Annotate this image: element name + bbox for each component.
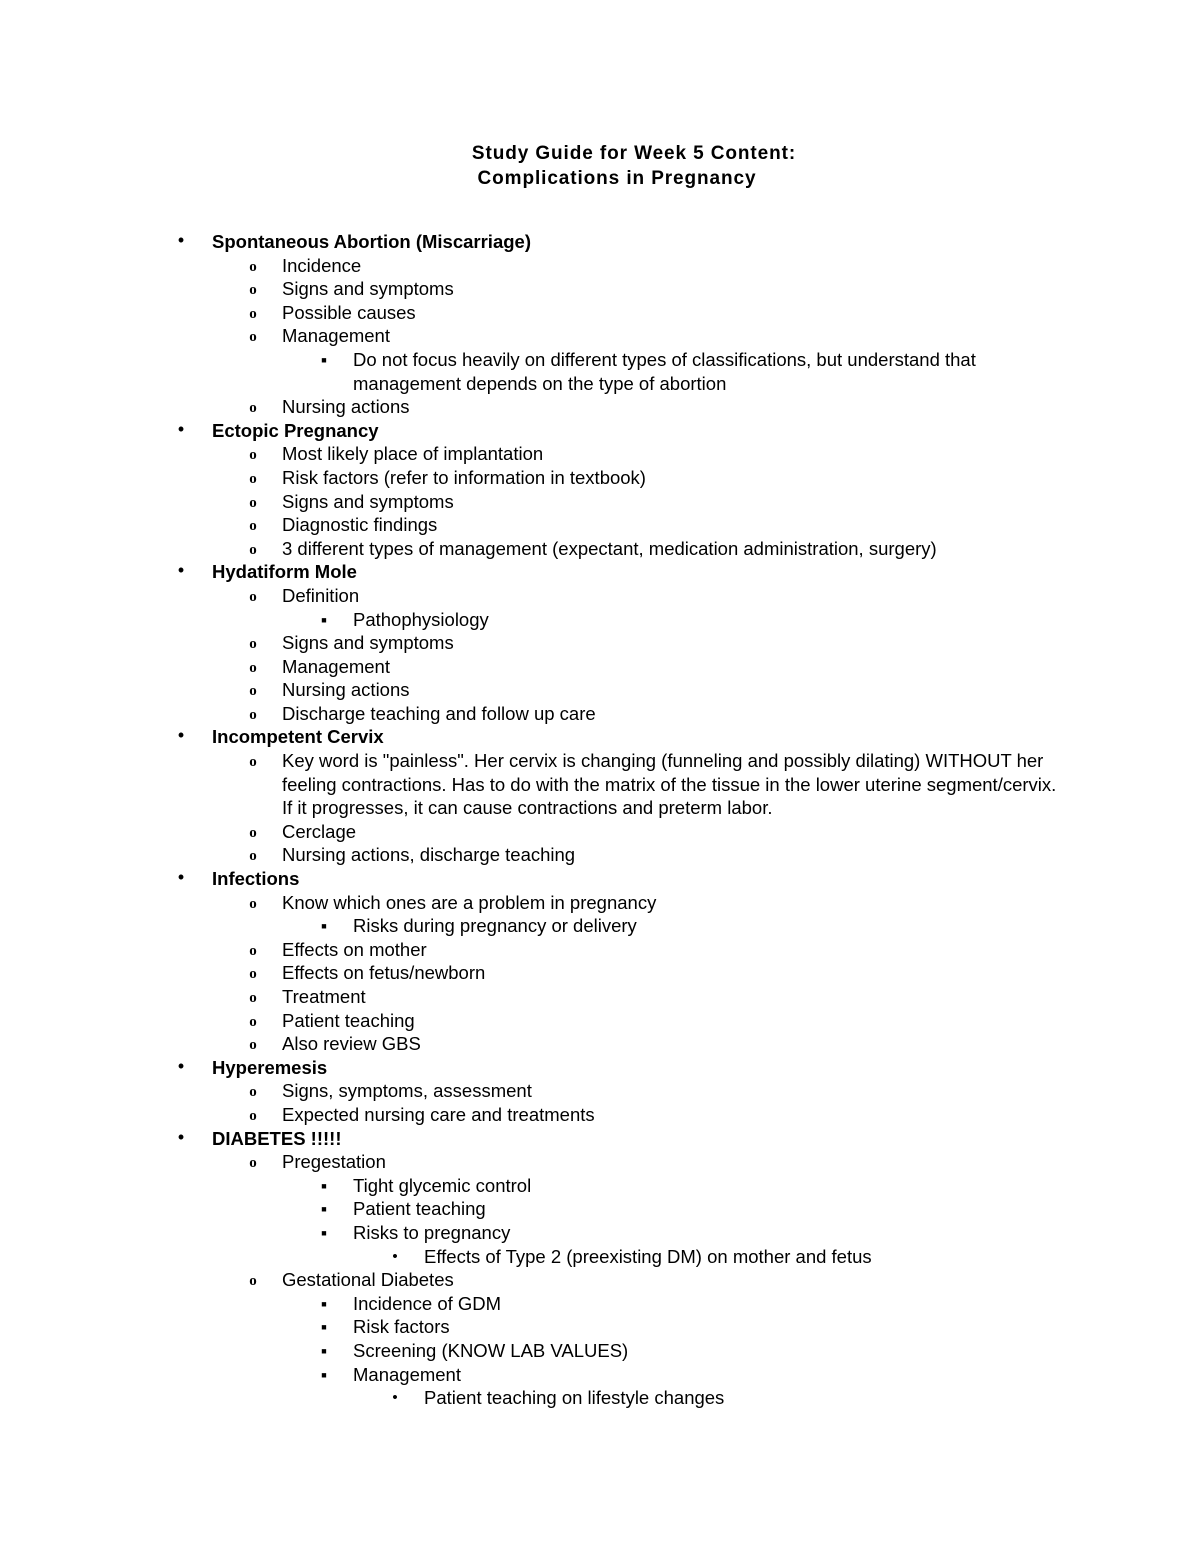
bullet-marker-icon: • xyxy=(177,867,185,888)
section-heading xyxy=(0,1056,1200,1080)
bullet-marker-icon: • xyxy=(177,725,185,746)
outline-item xyxy=(0,678,1200,702)
bullet-marker-icon: • xyxy=(177,230,185,250)
outline-item xyxy=(0,584,1200,608)
outline-item-text: Signs and symptoms xyxy=(282,632,454,654)
outline-item-text: Incidence xyxy=(282,254,362,276)
outline-item-text: Definition xyxy=(282,584,360,606)
outline-item-text: Treatment xyxy=(282,986,366,1007)
section-heading xyxy=(0,1127,1200,1151)
outline-item xyxy=(0,843,1200,867)
outline-item-text: Key word is "painless". Her cervix is changing (funneling and possibly dilating) WITHOUT her feeling contractions. Has to do with the matrix of the tissue in the lower uterine segment/cervix. If it progresses, it can cause contractions and preterm labor. xyxy=(282,750,1057,819)
bullet-marker-icon: o xyxy=(249,966,257,983)
outline-item-text: Effects on fetus/newborn xyxy=(282,962,486,984)
outline-subsubitem xyxy=(0,1386,1200,1410)
bullet-marker-icon: o xyxy=(249,895,257,912)
outline-list xyxy=(0,230,1200,1410)
outline-item-text: Nursing actions, discharge teaching xyxy=(282,844,576,866)
bullet-marker-icon: ■ xyxy=(321,614,327,625)
section-heading xyxy=(0,419,1200,443)
section-heading xyxy=(0,230,1200,254)
bullet-marker-icon: • xyxy=(177,560,185,581)
outline-subitem xyxy=(0,1315,1200,1339)
bullet-marker-icon: o xyxy=(249,1155,257,1172)
outline-subitem xyxy=(0,608,1200,632)
outline-item-text: Expected nursing care and treatments xyxy=(282,1103,595,1125)
bullet-marker-icon: ■ xyxy=(321,1227,327,1238)
outline-subitem-text: Management xyxy=(353,1363,461,1385)
outline-item xyxy=(0,891,1200,915)
section-heading-text: Ectopic Pregnancy xyxy=(212,419,379,441)
outline-item-text: Signs and symptoms xyxy=(282,490,454,512)
outline-item-text: Patient teaching xyxy=(282,1009,415,1031)
outline-subsubitem-text: Effects of Type 2 (preexisting DM) on mother and fetus xyxy=(424,1245,872,1267)
outline-item-text: Signs, symptoms, assessment xyxy=(282,1080,532,1102)
bullet-marker-icon: ■ xyxy=(321,1369,327,1380)
bullet-marker-icon: o xyxy=(249,541,257,558)
outline-item xyxy=(0,1150,1200,1174)
bullet-marker-icon: o xyxy=(249,400,257,417)
outline-item-text: Discharge teaching and follow up care xyxy=(282,702,596,724)
bullet-marker-icon: o xyxy=(249,754,257,771)
section-heading-text: Hydatiform Mole xyxy=(212,561,357,583)
outline-item xyxy=(0,395,1200,419)
section-heading xyxy=(0,725,1200,749)
outline-subitem-text: Screening (KNOW LAB VALUES) xyxy=(353,1339,629,1361)
outline-item xyxy=(0,1268,1200,1292)
outline-item xyxy=(0,513,1200,537)
outline-item-text: 3 different types of management (expectant, medication administration, surgery) xyxy=(282,537,937,559)
bullet-marker-icon: o xyxy=(249,588,257,605)
section-heading-text: Hyperemesis xyxy=(212,1056,328,1078)
outline-item xyxy=(0,442,1200,466)
bullet-marker-icon: o xyxy=(249,329,257,346)
outline-subitem xyxy=(0,914,1200,938)
outline-item xyxy=(0,301,1200,325)
outline-item xyxy=(0,254,1200,278)
outline-item xyxy=(0,277,1200,301)
bullet-marker-icon: ■ xyxy=(321,1204,327,1215)
bullet-marker-icon: • xyxy=(177,1055,185,1076)
bullet-marker-icon: o xyxy=(249,636,257,653)
bullet-marker-icon: • xyxy=(177,418,185,439)
outline-item-text: Effects on mother xyxy=(282,938,427,960)
bullet-marker-icon: o xyxy=(249,470,257,487)
bullet-marker-icon: o xyxy=(249,824,257,841)
outline-item-text: Possible causes xyxy=(282,301,416,323)
outline-item-text: Gestational Diabetes xyxy=(282,1269,454,1291)
document-title xyxy=(0,141,1200,191)
outline-item xyxy=(0,1009,1200,1033)
outline-subsubitem xyxy=(0,1245,1200,1269)
section-heading xyxy=(0,867,1200,891)
outline-subitem xyxy=(0,1221,1200,1245)
bullet-marker-icon: o xyxy=(249,659,257,676)
outline-item xyxy=(0,938,1200,962)
bullet-marker-icon: o xyxy=(249,447,257,464)
outline-item xyxy=(0,490,1200,514)
outline-item-text: Also review GBS xyxy=(282,1033,421,1055)
outline-item-text: Nursing actions xyxy=(282,679,410,701)
outline-subitem-text: Do not focus heavily on different types of classifications, but understand that management depends on the type of abortion xyxy=(353,348,976,394)
bullet-marker-icon: o xyxy=(249,518,257,535)
bullet-marker-icon: • xyxy=(177,1126,185,1147)
bullet-marker-icon: o xyxy=(249,942,257,959)
bullet-marker-icon: o xyxy=(249,1107,257,1124)
outline-subitem xyxy=(0,1339,1200,1363)
bullet-marker-icon: o xyxy=(249,683,257,700)
outline-item-text: Risk factors (refer to information in textbook) xyxy=(282,466,646,488)
outline-subitem-text: Risks during pregnancy or delivery xyxy=(353,915,637,937)
outline-subitem-text: Risks to pregnancy xyxy=(353,1221,511,1243)
bullet-marker-icon: o xyxy=(249,1013,257,1030)
bullet-marker-icon: o xyxy=(249,1084,257,1101)
outline-item xyxy=(0,324,1200,348)
outline-item-text: Signs and symptoms xyxy=(282,278,454,300)
outline-item-text: Management xyxy=(282,655,390,677)
bullet-marker-icon: ■ xyxy=(321,921,327,932)
outline-item xyxy=(0,631,1200,655)
bullet-marker-icon: o xyxy=(249,990,257,1006)
outline-subitem-text: Risk factors xyxy=(353,1316,450,1338)
bullet-marker-icon: ■ xyxy=(321,1322,327,1333)
outline-subitem-text: Patient teaching xyxy=(353,1198,486,1220)
bullet-marker-icon: o xyxy=(249,1273,257,1290)
bullet-marker-icon: ■ xyxy=(321,1345,327,1356)
title-line-1: Study Guide for Week 5 Content: xyxy=(471,143,797,164)
outline-item-text: Nursing actions xyxy=(282,396,410,418)
outline-item xyxy=(0,1079,1200,1103)
outline-item xyxy=(0,702,1200,726)
section-heading-text: Incompetent Cervix xyxy=(212,726,384,748)
outline-item xyxy=(0,1103,1200,1127)
bullet-marker-icon: • xyxy=(392,1389,398,1407)
outline-item-text: Management xyxy=(282,325,390,347)
bullet-marker-icon: ■ xyxy=(321,1298,327,1309)
outline-subitem-text: Pathophysiology xyxy=(353,608,489,630)
outline-subitem xyxy=(0,1292,1200,1316)
outline-item xyxy=(0,985,1200,1009)
bullet-marker-icon: o xyxy=(249,305,257,322)
outline-item xyxy=(0,537,1200,561)
outline-subitem xyxy=(0,1363,1200,1387)
bullet-marker-icon: o xyxy=(249,1037,257,1054)
title-line-2: Complications in Pregnancy xyxy=(477,168,757,189)
outline-item xyxy=(0,820,1200,844)
outline-subitem xyxy=(0,1174,1200,1198)
bullet-marker-icon: o xyxy=(249,706,257,723)
bullet-marker-icon: o xyxy=(249,258,257,275)
outline-subitem xyxy=(0,348,1200,395)
outline-item-text: Know which ones are a problem in pregnancy xyxy=(282,891,657,913)
bullet-marker-icon: ■ xyxy=(321,354,327,365)
section-heading xyxy=(0,560,1200,584)
bullet-marker-icon: o xyxy=(249,282,257,299)
bullet-marker-icon: • xyxy=(392,1247,398,1265)
outline-subitem-text: Tight glycemic control xyxy=(353,1174,532,1196)
outline-item-text: Most likely place of implantation xyxy=(282,443,544,465)
bullet-marker-icon: o xyxy=(249,848,257,865)
section-heading-text: Infections xyxy=(212,868,300,890)
outline-item-text: Diagnostic findings xyxy=(282,514,438,536)
outline-subitem xyxy=(0,1197,1200,1221)
outline-item xyxy=(0,466,1200,490)
bullet-marker-icon: ■ xyxy=(321,1180,327,1191)
outline-item xyxy=(0,961,1200,985)
section-heading-text: Spontaneous Abortion (Miscarriage) xyxy=(212,231,531,252)
outline-item-text: Pregestation xyxy=(282,1151,386,1173)
outline-item-text: Cerclage xyxy=(282,820,357,842)
bullet-marker-icon: o xyxy=(249,494,257,511)
outline-item xyxy=(0,1032,1200,1056)
outline-item xyxy=(0,749,1200,820)
outline-item xyxy=(0,655,1200,679)
outline-subsubitem-text: Patient teaching on lifestyle changes xyxy=(424,1387,725,1409)
outline-subitem-text: Incidence of GDM xyxy=(353,1292,502,1314)
section-heading-text: DIABETES !!!!! xyxy=(212,1127,342,1149)
